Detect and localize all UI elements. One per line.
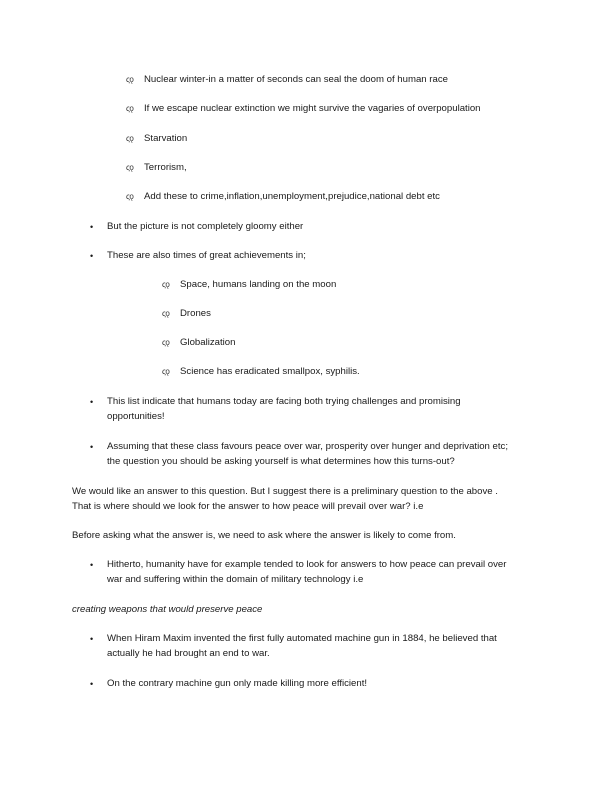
sub-bullet-icon: ςǫ [126,104,134,113]
sub-bullet-icon: ςǫ [126,192,134,201]
paragraph-line: We would like an answer to this question. But I suggest there is a preliminary question to the above . [72,486,498,497]
paragraph-line: Before asking what the answer is, we need to ask where the answer is likely to come from. [72,530,456,541]
bullet-line: Hitherto, humanity have for example tended to look for answers to how peace can prevail over [107,559,507,570]
threat-item: Starvation [144,133,188,144]
bullet-icon: • [90,251,94,261]
threat-item: If we escape nuclear extinction we might survive the vagaries of overpopulation [144,103,481,114]
bullet-icon: • [90,634,94,644]
bullet-icon: • [90,679,94,689]
bullet-icon: • [90,560,94,570]
sub-bullet-icon: ςǫ [162,338,170,347]
sub-bullet-icon: ςǫ [126,75,134,84]
sub-bullet-icon: ςǫ [162,280,170,289]
bullet-line: Assuming that these class favours peace over war, prosperity over hunger and deprivation etc; [107,441,509,452]
achievement-item: Space, humans landing on the moon [180,279,337,290]
bullet-icon: • [90,442,94,452]
bullet-item: These are also times of great achievements in; [107,250,306,261]
bullet-line: This list indicate that humans today are facing both trying challenges and promising [107,396,461,407]
achievement-item: Globalization [180,337,236,348]
bullet-item: But the picture is not completely gloomy either [107,221,304,232]
threat-item: Terrorism, [144,162,187,173]
bullet-icon: • [90,222,94,232]
bullet-icon: • [90,397,94,407]
achievement-item: Science has eradicated smallpox, syphilis. [180,366,360,377]
threat-item: Nuclear winter-in a matter of seconds can seal the doom of human race [144,74,448,85]
bullet-line: When Hiram Maxim invented the first fully automated machine gun in 1884, he believed that [107,633,497,644]
sub-bullet-icon: ςǫ [162,367,170,376]
bullet-line: opportunities! [107,411,165,422]
bullet-line: On the contrary machine gun only made killing more efficient! [107,678,368,689]
bullet-line: the question you should be asking yourself is what determines how this turns-out? [107,456,455,467]
sub-bullet-icon: ςǫ [126,134,134,143]
italic-line: creating weapons that would preserve peace [72,604,263,615]
bullet-line: war and suffering within the domain of military technology i.e [107,574,364,585]
achievement-item: Drones [180,308,211,319]
threat-item: Add these to crime,inflation,unemployment,prejudice,national debt etc [144,191,440,202]
paragraph-line: That is where should we look for the answer to how peace will prevail over war? i.e [72,501,424,512]
sub-bullet-icon: ςǫ [126,163,134,172]
bullet-line: actually he had brought an end to war. [107,648,270,659]
sub-bullet-icon: ςǫ [162,309,170,318]
